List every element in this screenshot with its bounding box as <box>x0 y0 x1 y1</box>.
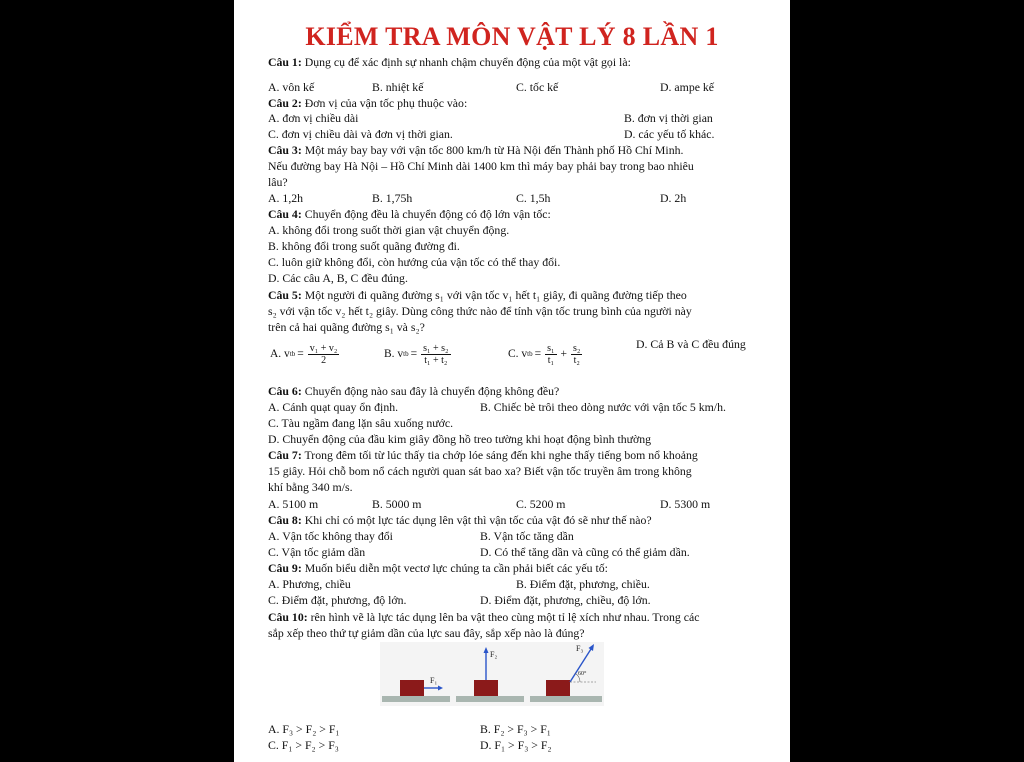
q10-option-a: A. F₃ > F₂ > F₁ <box>268 722 340 736</box>
q6-option-b: B. Chiếc bè trôi theo dòng nước với vận tốc 5 km/h. <box>480 400 726 414</box>
q1-option-d: D. ampe kế <box>660 80 715 94</box>
q2-option-c: C. đơn vị chiều dài và đơn vị thời gian. <box>268 127 453 141</box>
angle-label: 60° <box>578 671 587 677</box>
question-3-line-2: Nếu đường bay Hà Nội – Hồ Chí Minh dài 1400 km thì máy bay phải bay trong bao nhiêu <box>268 159 694 173</box>
q3-option-b: B. 1,75h <box>372 191 413 205</box>
question-9 <box>268 561 608 575</box>
denominator: 2 <box>321 354 327 366</box>
ground-3 <box>530 696 602 702</box>
question-label: Câu 10: <box>268 610 308 624</box>
q10-option-b: B. F₂ > F₃ > F₁ <box>480 722 551 736</box>
question-label: Câu 1: <box>268 55 302 69</box>
block-1 <box>400 680 424 696</box>
q7-option-c: C. 5200 m <box>516 497 566 511</box>
q5-option-b: B. v tb = $\frac{\text{s₁ + s₂}}{\text{t₁ + t₂}}$ <box>384 342 449 366</box>
force-label-1: F₁ <box>430 676 438 685</box>
exam-title: KIỂM TRA MÔN VẬT LÝ 8 LẦN 1 <box>305 22 719 51</box>
ground-1 <box>382 696 450 702</box>
q9-option-c: C. Điểm đặt, phương, độ lớn. <box>268 593 407 607</box>
question-label: Câu 7: <box>268 448 302 462</box>
question-label: Câu 2: <box>268 96 302 110</box>
force-diagram <box>380 642 604 706</box>
q9-option-b: B. Điểm đặt, phương, chiều. <box>516 577 650 591</box>
question-7-line-3: khí bằng 340 m/s. <box>268 480 353 494</box>
q6-option-d: D. Chuyển động của đầu kim giây đồng hồ treo tường khi hoạt động bình thường <box>268 432 652 446</box>
q8-option-a: A. Vận tốc không thay đổi <box>268 529 393 543</box>
question-5-line-2: s₂ với vận tốc v₂ hết t₂ giây. Dùng công thức nào để tính vận tốc trung bình của người này <box>268 304 692 318</box>
q6-option-c: C. Tàu ngầm đang lặn sâu xuống nước. <box>268 416 454 430</box>
q2-option-b: B. đơn vị thời gian <box>624 111 713 125</box>
question-text: Một máy bay bay với vận tốc 800 km/h từ Hà Nội đến Thành phố Hồ Chí Minh. <box>301 143 684 157</box>
subscript: tb <box>527 350 533 358</box>
force-label-2: F₂ <box>490 650 498 659</box>
block-2 <box>474 680 498 696</box>
question-label: Câu 5: <box>268 288 302 302</box>
question-text: Dụng cụ để xác định sự nhanh chậm chuyển động của một vật gọi là: <box>301 55 631 69</box>
q3-option-c: C. 1,5h <box>516 191 551 205</box>
q9-option-d: D. Điểm đặt, phương, chiều, độ lớn. <box>480 593 651 607</box>
force-label-3: F₃ <box>576 644 584 653</box>
question-label: Câu 8: <box>268 513 302 527</box>
q1-option-b: B. nhiệt kế <box>372 80 424 94</box>
q9-option-a: A. Phương, chiều <box>268 577 351 591</box>
question-text: Muốn biểu diễn một vectơ lực chúng ta cần phải biết các yếu tố: <box>301 561 608 575</box>
question-text: Một người đi quãng đường s₁ với vận tốc v₁ hết t₁ giây, đi quãng đường tiếp theo <box>301 288 687 302</box>
q4-option-d: D. Các câu A, B, C đều đúng. <box>268 271 408 285</box>
q5-option-d: D. Cả B và C đều đúng <box>636 337 746 351</box>
fraction <box>571 343 582 366</box>
question-label: Câu 4: <box>268 207 302 221</box>
question-5-line-3: trên cả hai quãng đường s₁ và s₂? <box>268 320 425 334</box>
question-text: Trong đêm tối từ lúc thấy tia chớp lóe sáng đến khi nghe thấy tiếng bom nổ khoảng <box>301 448 698 462</box>
question-8 <box>268 513 652 527</box>
question-text: Khi chỉ có một lực tác dụng lên vật thì vận tốc của vật đó sẽ như thế nào? <box>301 513 652 527</box>
block-3 <box>546 680 570 696</box>
question-1 <box>268 55 631 69</box>
subscript: tb <box>289 350 296 358</box>
ground-2 <box>456 696 524 702</box>
numerator: s₂ <box>573 342 581 354</box>
q3-option-a: A. 1,2h <box>268 191 304 205</box>
question-3-line-3: lâu? <box>268 175 288 189</box>
denominator: t₁ <box>547 354 554 366</box>
denominator: t₁ + t₂ <box>424 354 448 366</box>
question-7 <box>268 448 698 462</box>
question-label: Câu 9: <box>268 561 302 575</box>
q1-option-c: C. tốc kế <box>516 80 559 94</box>
numerator: s₁ <box>547 342 555 354</box>
q2-option-d: D. các yếu tố khác. <box>624 127 715 141</box>
q7-option-b: B. 5000 m <box>372 497 422 511</box>
q5-option-c: C. v tb = $\frac{\text{s₁}}{\text{t₁}}$ + $\frac{\text{s₂}}{\text{t₂}}$ <box>508 342 581 366</box>
numerator: s₁ + s₂ <box>423 342 449 354</box>
q7-option-a: A. 5100 m <box>268 497 319 511</box>
question-label: Câu 3: <box>268 143 302 157</box>
q2-option-a: A. đơn vị chiều dài <box>268 111 359 125</box>
subscript: tb <box>403 350 409 358</box>
q4-option-b: B. không đổi trong suốt quãng đường đi. <box>268 239 460 253</box>
q8-option-c: C. Vận tốc giảm dần <box>268 545 366 559</box>
question-text: Đơn vị của vận tốc phụ thuộc vào: <box>301 96 468 110</box>
question-7-line-2: 15 giây. Hỏi chỗ bom nổ cách người quan sát bao xa? Biết vận tốc truyền âm trong không <box>268 464 692 478</box>
fraction <box>421 343 450 366</box>
q10-option-d: D. F₁ > F₃ > F₂ <box>480 738 552 752</box>
question-10 <box>268 610 700 624</box>
option-prefix: A. v <box>270 348 290 360</box>
fraction <box>545 343 556 366</box>
question-10-line-2: sắp xếp theo thứ tự giảm dần của lực sau đây, sắp xếp nào là đúng? <box>268 626 585 640</box>
question-3 <box>268 143 683 157</box>
q8-option-b: B. Vận tốc tăng dần <box>480 529 574 543</box>
q5-option-a: A. v tb = $\frac{\text{v₁ + v₂}}{2}$ <box>270 342 338 366</box>
question-text: rên hình vẽ là lực tác dụng lên ba vật theo cùng một tỉ lệ xích như nhau. Trong các <box>307 610 700 624</box>
question-text: Chuyển động nào sau đây là chuyển động không đều? <box>301 384 560 398</box>
option-prefix: C. v <box>508 348 528 360</box>
exam-page <box>234 0 790 762</box>
question-4 <box>268 207 551 221</box>
question-2 <box>268 96 467 110</box>
q4-option-c: C. luôn giữ không đổi, còn hướng của vận tốc có thể thay đổi. <box>268 255 561 269</box>
q8-option-d: D. Có thể tăng dần và cũng có thể giảm dần. <box>480 545 690 559</box>
numerator: v₁ + v₂ <box>309 342 338 354</box>
q3-option-d: D. 2h <box>660 191 687 205</box>
question-label: Câu 6: <box>268 384 302 398</box>
q10-option-c: C. F₁ > F₂ > F₃ <box>268 738 339 752</box>
q6-option-a: A. Cánh quạt quay ổn định. <box>268 400 399 414</box>
q1-option-a: A. vôn kế <box>268 80 315 94</box>
option-prefix: B. v <box>384 348 404 360</box>
question-5 <box>268 288 687 302</box>
q4-option-a: A. không đổi trong suốt thời gian vật chuyển động. <box>268 223 510 237</box>
question-6 <box>268 384 559 398</box>
fraction <box>308 343 340 366</box>
question-text: Chuyển động đều là chuyển động có độ lớn vận tốc: <box>301 207 551 221</box>
denominator: t₂ <box>573 354 580 366</box>
q7-option-d: D. 5300 m <box>660 497 711 511</box>
